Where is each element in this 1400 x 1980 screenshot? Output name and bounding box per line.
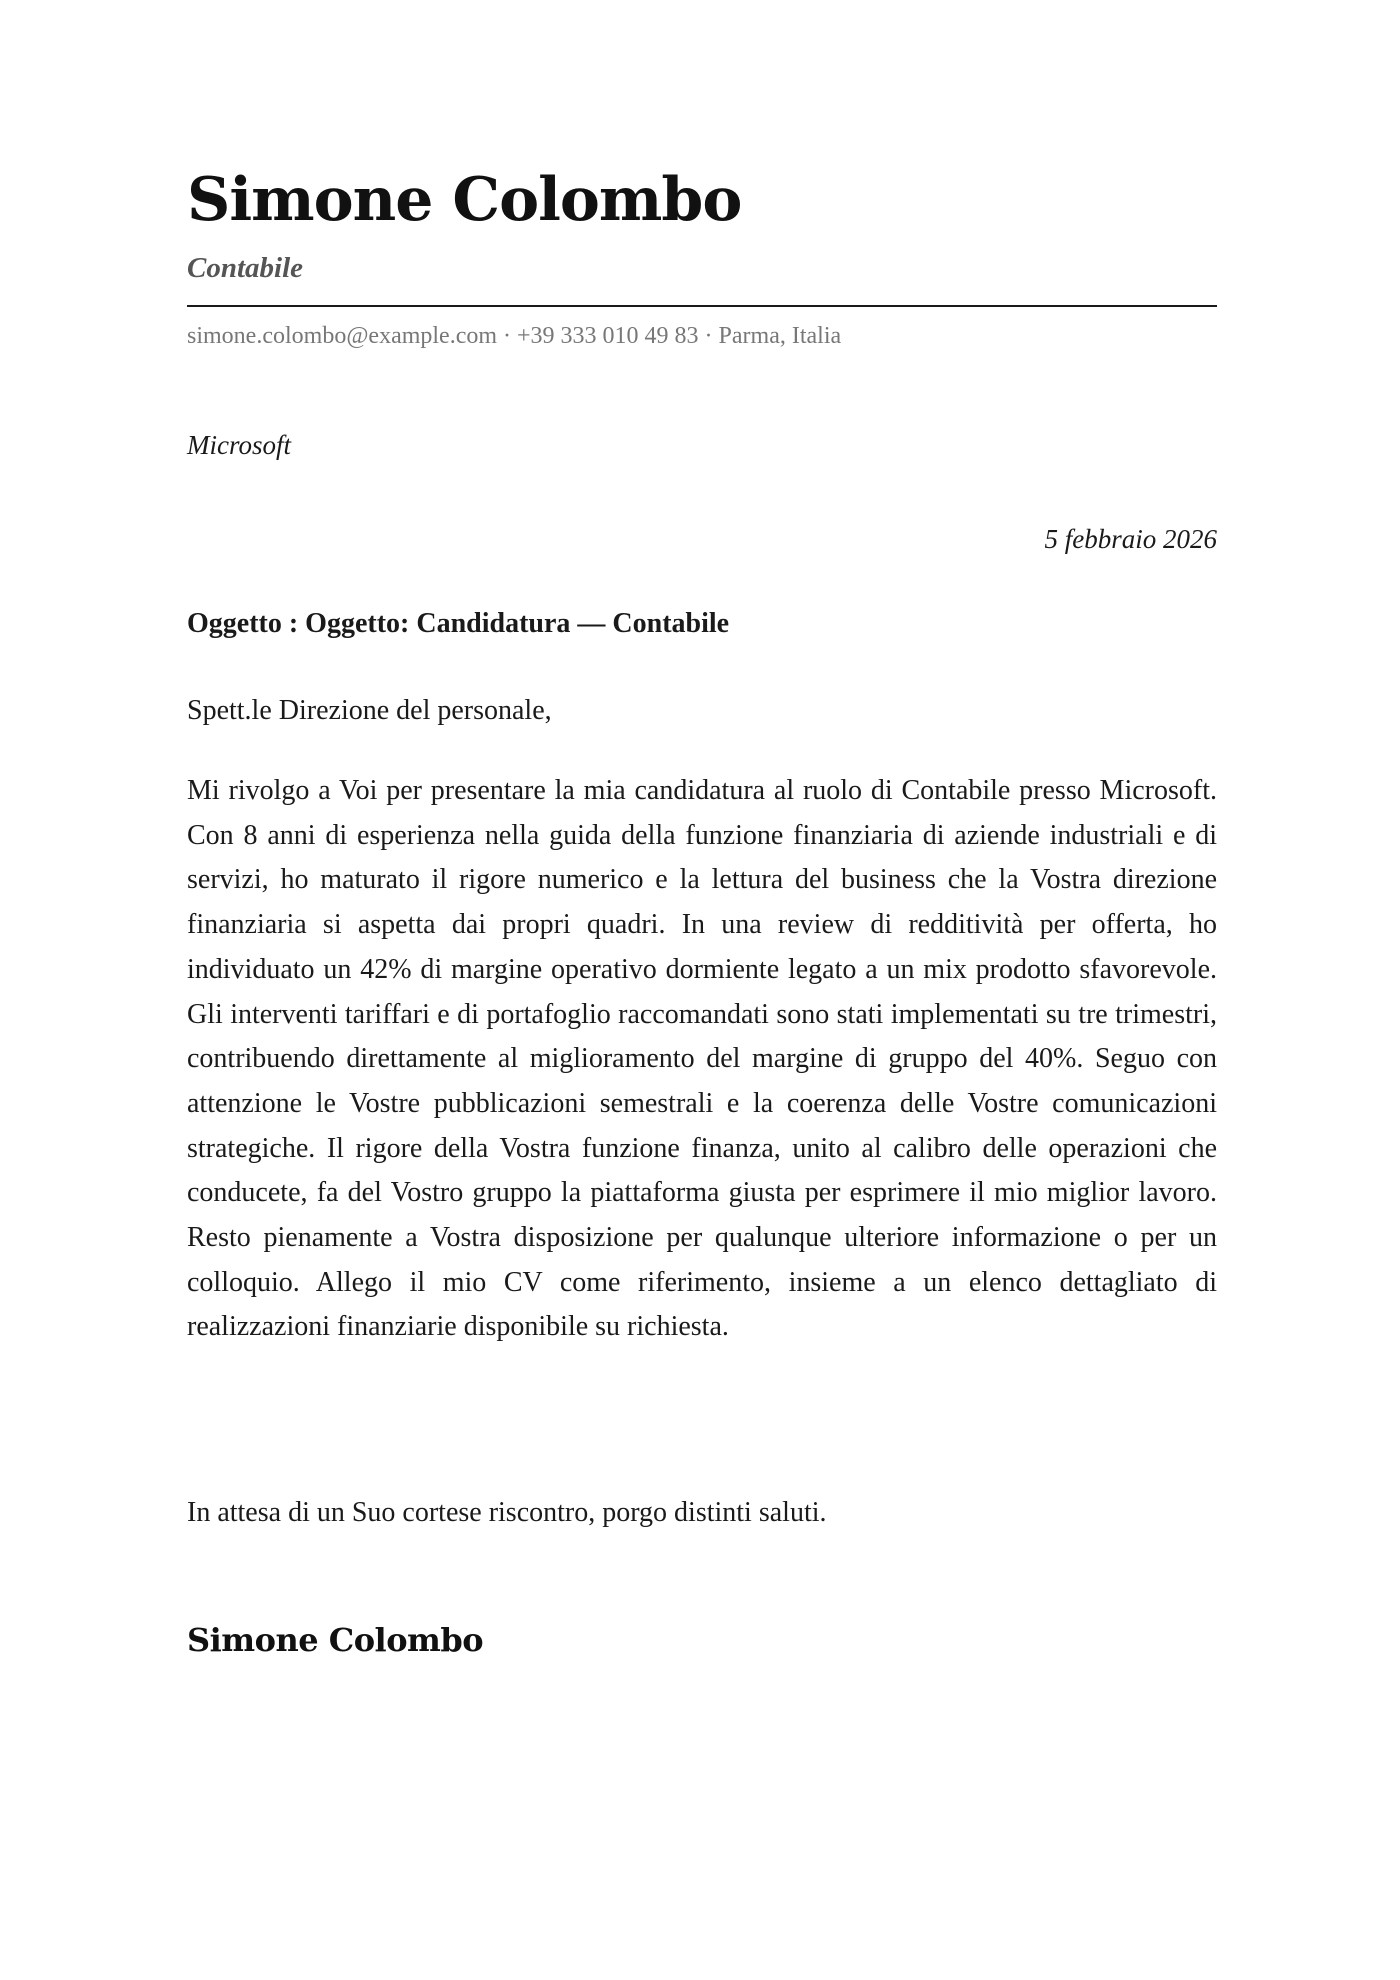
recipient-company: Microsoft (187, 430, 291, 460)
letter-date: 5 febbraio 2026 (1044, 524, 1217, 554)
contact-line: simone.colombo@example.com · +39 333 010 49 83 · Parma, Italia (187, 323, 842, 349)
letter-subject: Oggetto : Oggetto: Candidatura — Contabile (187, 608, 730, 639)
letter-closing: In attesa di un Suo cortese riscontro, porgo distinti saluti. (187, 1497, 827, 1528)
header-divider (187, 305, 1217, 307)
sender-role: Contabile (187, 252, 304, 284)
sender-name: Simone Colombo (187, 165, 742, 235)
letter-body: Mi rivolgo a Voi per presentare la mia candidatura al ruolo di Contabile presso Microsoft. Con 8 anni di esperienza nella guida della funzione finanziaria di aziende industriali e di servizi, ho maturato il rigore numerico e la lettura del business che la Vostra direzione finanziaria si aspetta dai propri quadri. In una review di redditività per offerta, ho individuato un 42% di margine operativo dormiente legato a un mix prodotto sfavorevole. Gli interventi tariffari e di portafoglio raccomandati sono stati implementati su tre trimestri, contribuendo direttamente al miglioramento del margine di gruppo del 40%. Seguo con attenzione le Vostre pubblicazioni semestrali e la coerenza delle Vostre comunicazioni strategiche. Il rigore della Vostra funzione finanza, unito al calibro delle operazioni che conducete, fa del Vostro gruppo la piattaforma giusta per esprimere il mio miglior lavoro. Resto pienamente a Vostra disposizione per qualunque ulteriore informazione o per un colloquio. Allego il mio CV come riferimento, insieme a un elenco dettagliato di realizzazioni finanziarie disponibile su richiesta. (187, 775, 1217, 1343)
signature-name: Simone Colombo (187, 1621, 484, 1659)
letter-salutation: Spett.le Direzione del personale, (187, 695, 552, 726)
